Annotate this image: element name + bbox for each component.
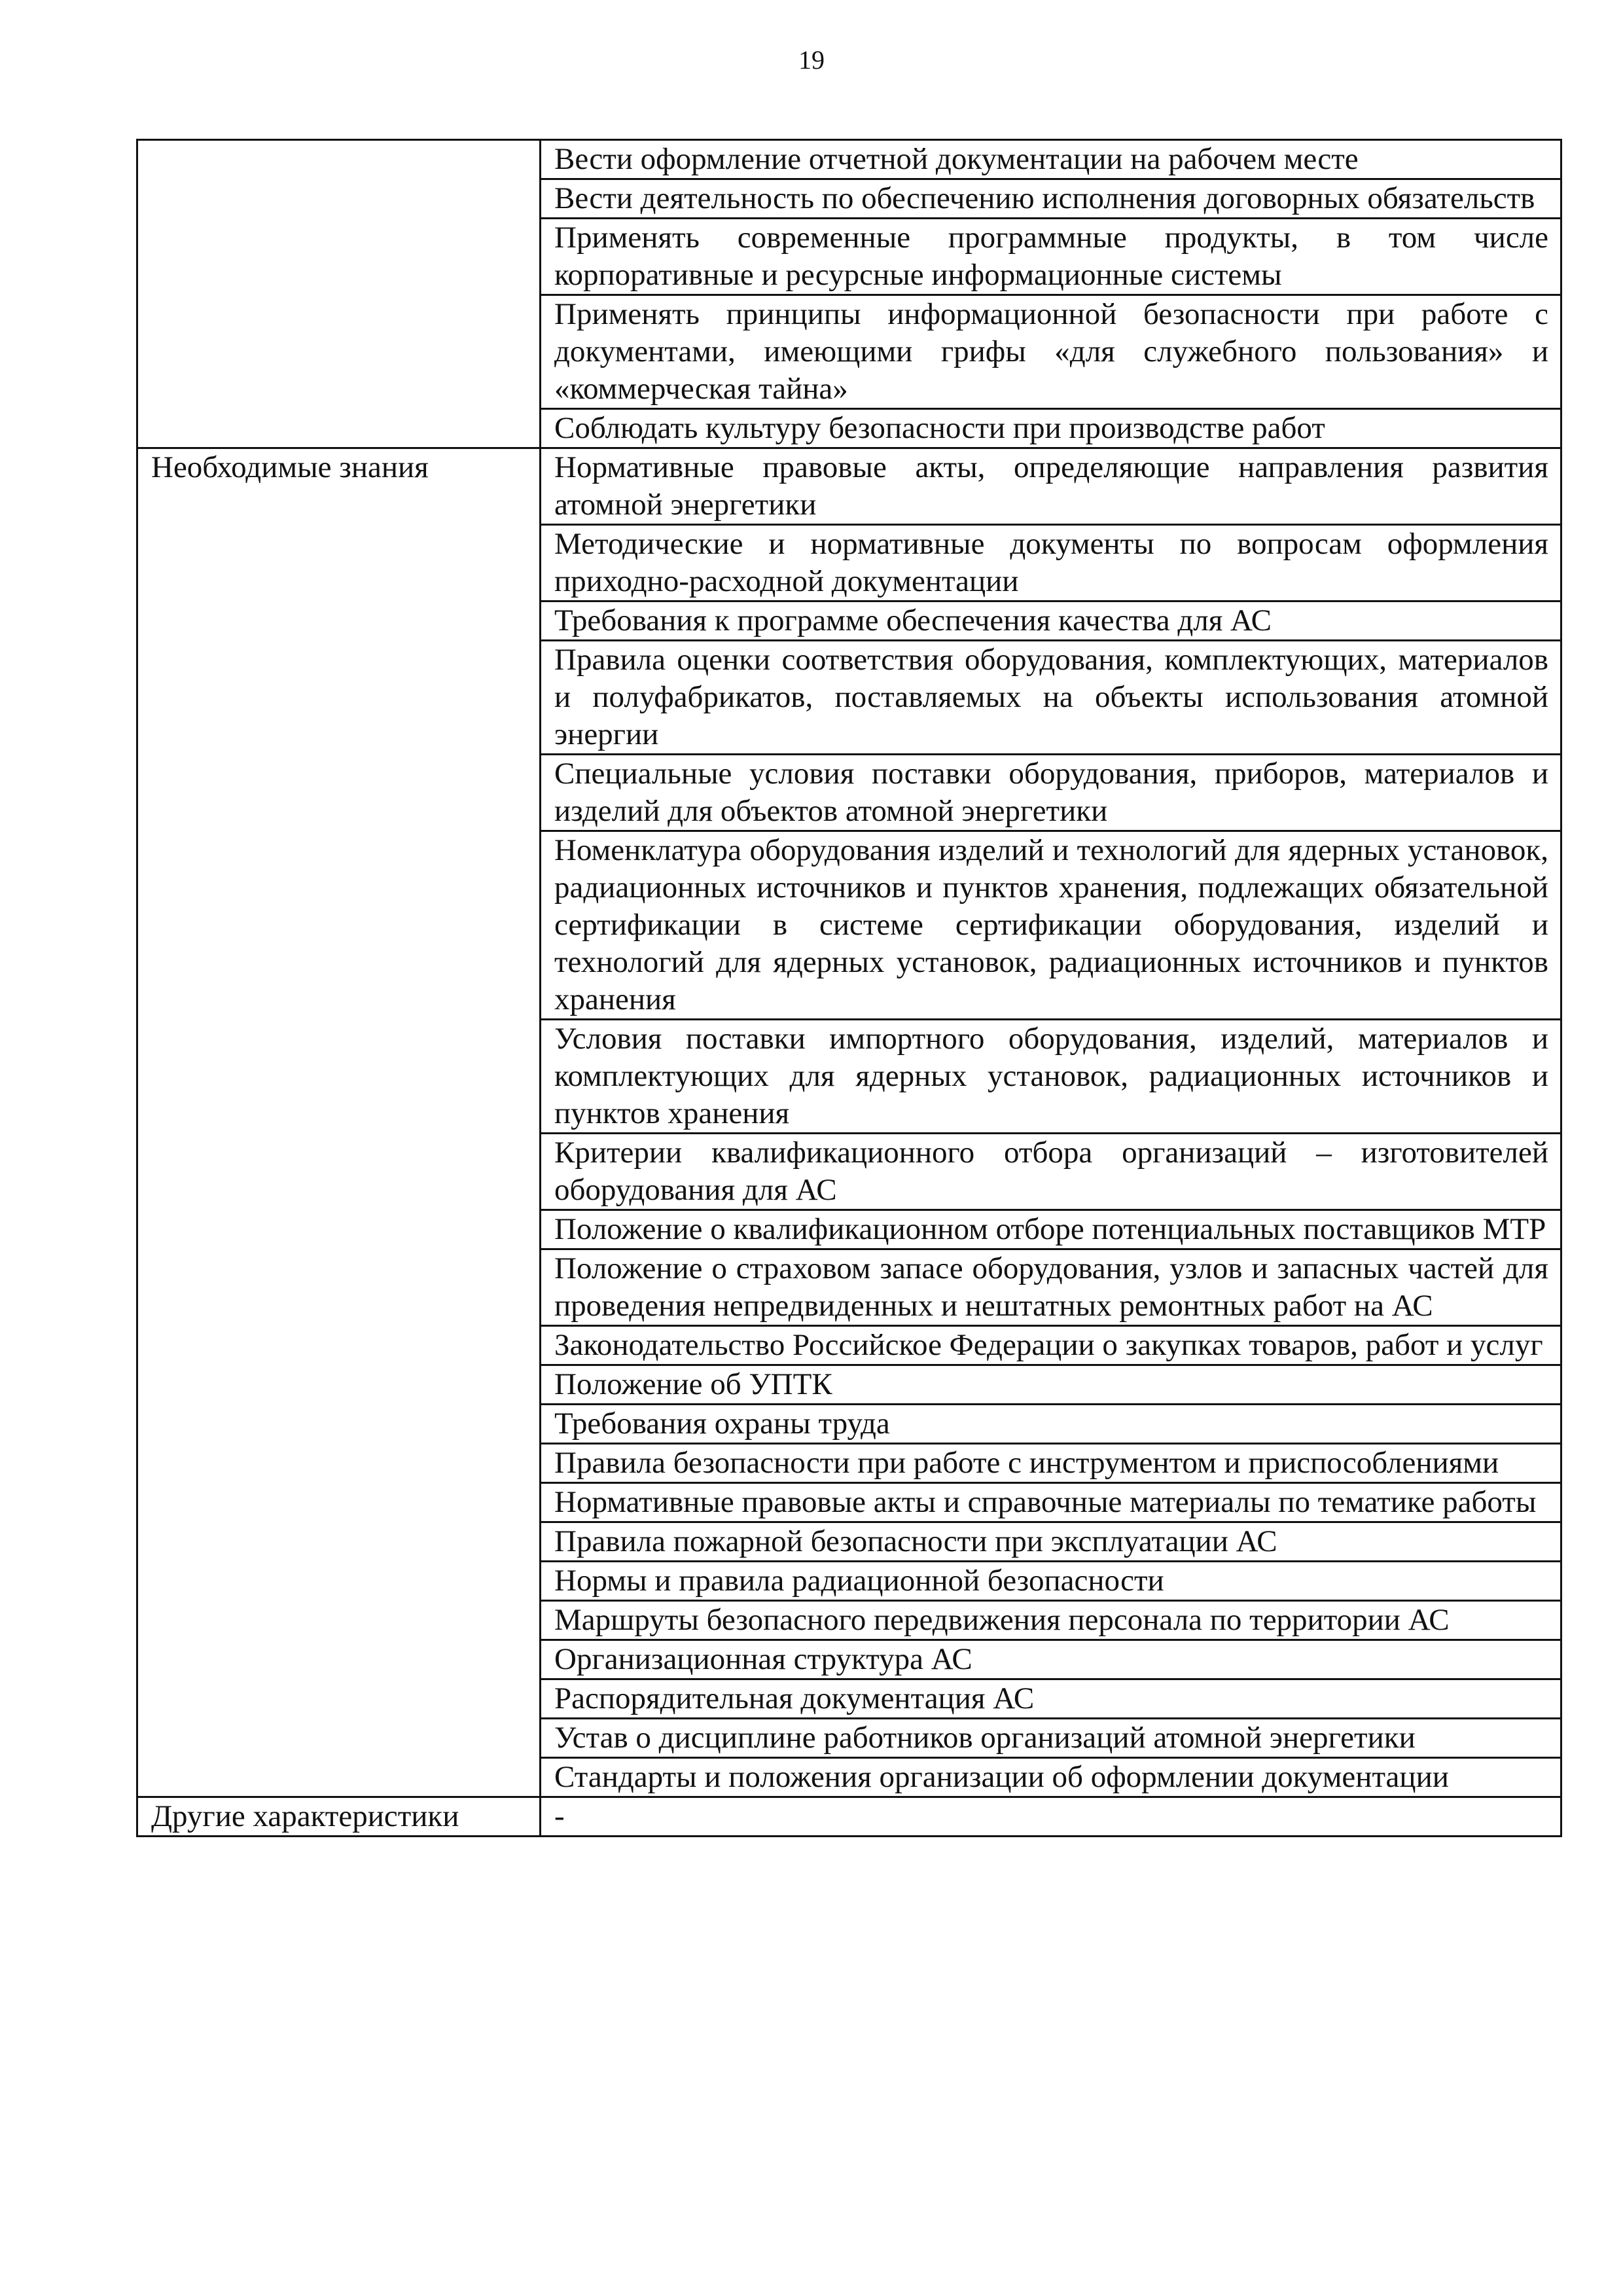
requirement-item: - [541, 1797, 1561, 1837]
table-row [137, 1797, 1561, 1837]
requirement-item: Методические и нормативные документы по вопросам оформления приходно-расходной документации [541, 525, 1561, 601]
section-label: Необходимые знания [137, 448, 541, 1797]
requirement-item: Распорядительная документация АС [541, 1679, 1561, 1719]
requirement-item: Условия поставки импортного оборудования, изделий, материалов и комплектующих для ядерных установок, радиационных источников и пунктов хранения [541, 1020, 1561, 1134]
table-row [137, 448, 1561, 525]
requirement-item: Правила безопасности при работе с инструментом и приспособлениями [541, 1444, 1561, 1483]
requirement-item: Стандарты и положения организации об оформлении документации [541, 1758, 1561, 1797]
requirement-item: Устав о дисциплине работников организаций атомной энергетики [541, 1719, 1561, 1758]
requirement-item: Критерии квалификационного отбора организаций – изготовителей оборудования для АС [541, 1134, 1561, 1210]
section-label: Другие характеристики [137, 1797, 541, 1837]
requirement-item: Законодательство Российское Федерации о закупках товаров, работ и услуг [541, 1326, 1561, 1365]
requirement-item: Положение о квалификационном отборе потенциальных поставщиков МТР [541, 1210, 1561, 1249]
requirement-item: Специальные условия поставки оборудования, приборов, материалов и изделий для объектов атомной энергетики [541, 755, 1561, 831]
requirement-item: Правила оценки соответствия оборудования, комплектующих, материалов и полуфабрикатов, поставляемых на объекты использования атомной энергии [541, 641, 1561, 755]
requirement-item: Вести деятельность по обеспечению исполнения договорных обязательств [541, 179, 1561, 219]
table-row [137, 140, 1561, 179]
requirement-item: Нормативные правовые акты и справочные материалы по тематике работы [541, 1483, 1561, 1522]
requirement-item: Маршруты безопасного передвижения персонала по территории АС [541, 1601, 1561, 1640]
requirement-item: Нормативные правовые акты, определяющие направления развития атомной энергетики [541, 448, 1561, 525]
requirement-item: Правила пожарной безопасности при эксплуатации АС [541, 1522, 1561, 1562]
section-label-empty [137, 140, 541, 448]
requirement-item: Вести оформление отчетной документации на рабочем месте [541, 140, 1561, 179]
page-number: 19 [798, 45, 825, 75]
requirement-item: Требования охраны труда [541, 1405, 1561, 1444]
requirement-item: Нормы и правила радиационной безопасности [541, 1562, 1561, 1601]
requirement-item: Номенклатура оборудования изделий и технологий для ядерных установок, радиационных источников и пунктов хранения, подлежащих обязательной сертификации в системе сертификации оборудования, изделий и технологий для ядерных установок, радиационных источников и пунктов хранения [541, 831, 1561, 1020]
requirement-item: Соблюдать культуру безопасности при производстве работ [541, 409, 1561, 448]
requirement-item: Положение об УПТК [541, 1365, 1561, 1405]
qualification-table [136, 139, 1562, 1837]
requirement-item: Организационная структура АС [541, 1640, 1561, 1679]
requirement-item: Положение о страховом запасе оборудования, узлов и запасных частей для проведения непредвиденных и нештатных ремонтных работ на АС [541, 1249, 1561, 1326]
requirement-item: Применять современные программные продукты, в том числе корпоративные и ресурсные информационные системы [541, 219, 1561, 295]
requirement-item: Применять принципы информационной безопасности при работе с документами, имеющими грифы «для служебного пользования» и «коммерческая тайна» [541, 295, 1561, 409]
requirement-item: Требования к программе обеспечения качества для АС [541, 601, 1561, 641]
